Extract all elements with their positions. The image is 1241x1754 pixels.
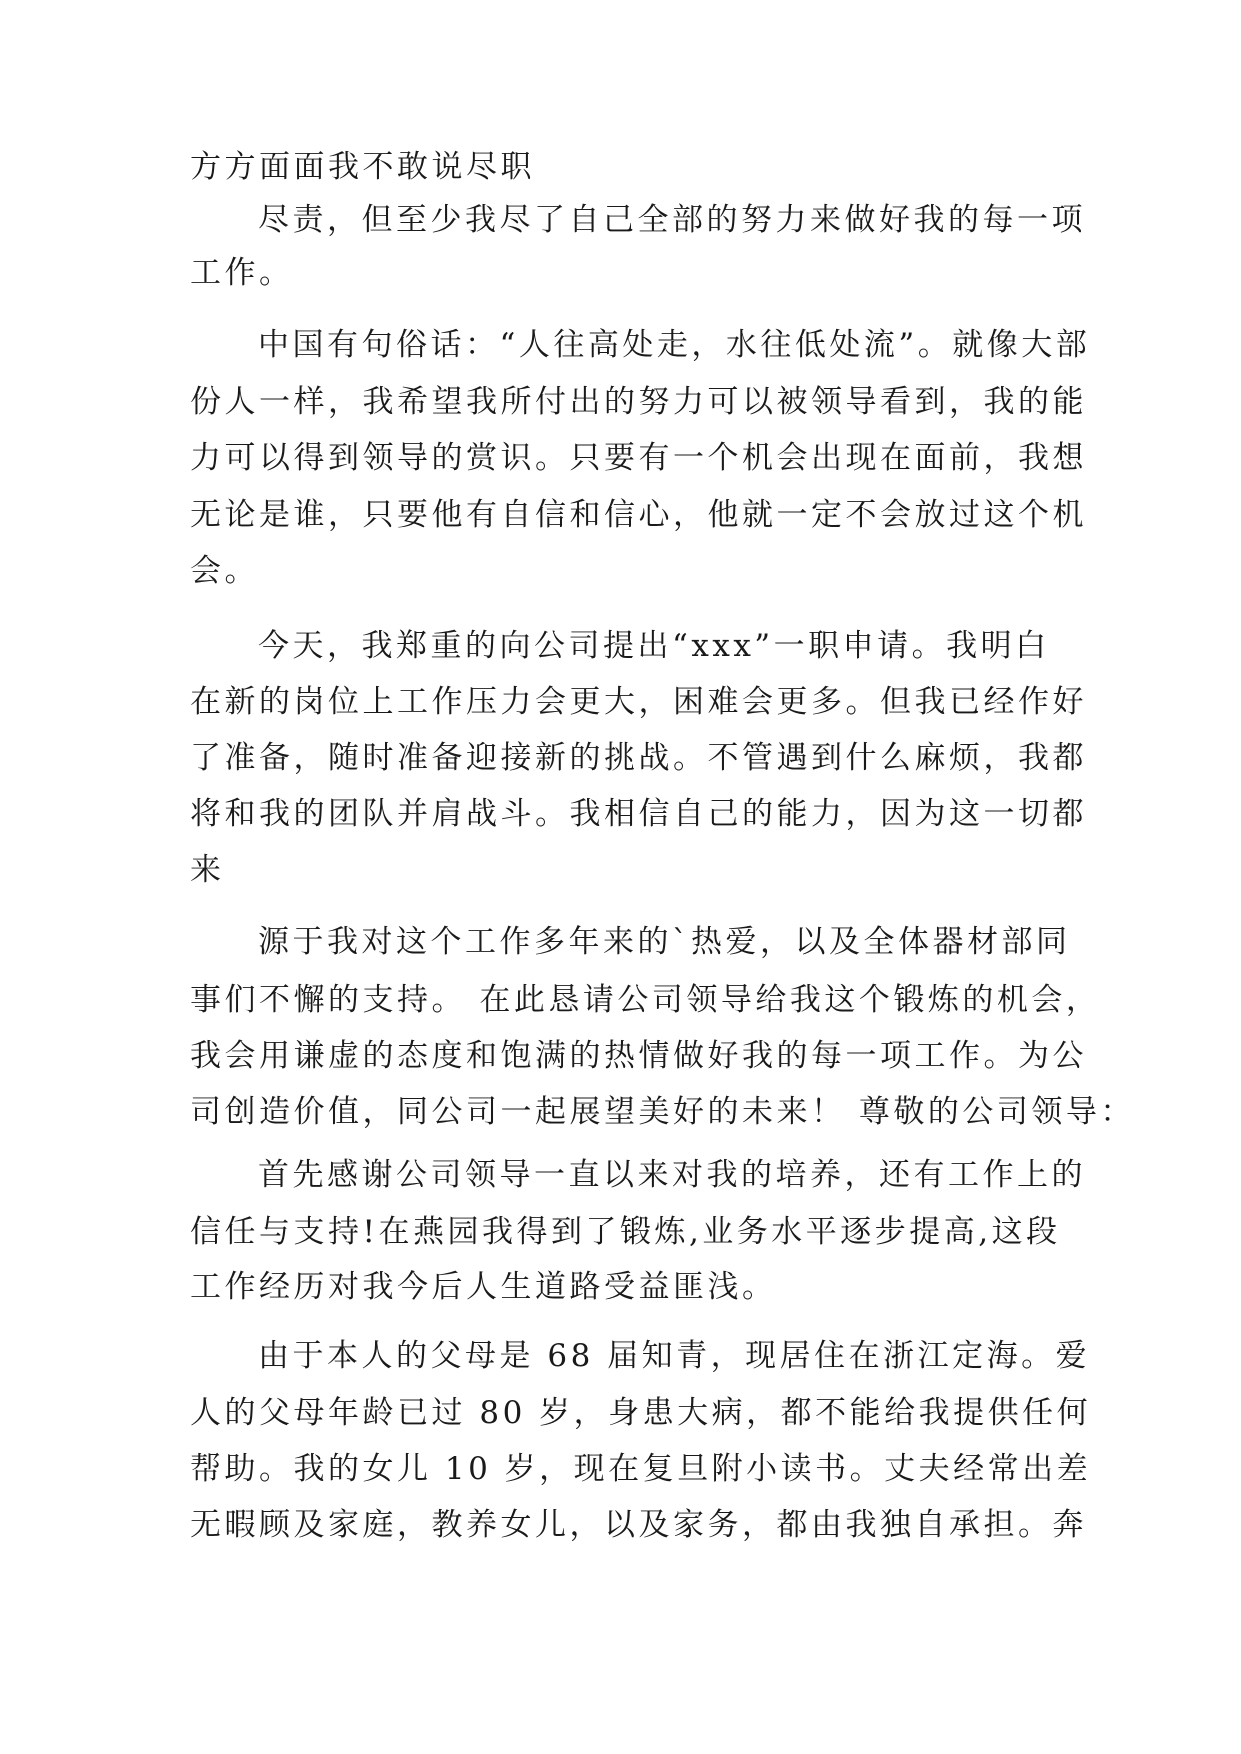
text-line: 力可以得到领导的赏识。只要有一个机会出现在面前，我想 [190, 440, 1087, 476]
text-line: 来 [190, 852, 225, 888]
text-line: 会。 [190, 553, 259, 589]
text-line: 由于本人的父母是 68 届知青，现居住在浙江定海。爱 [258, 1338, 1091, 1374]
text-line: 源于我对这个工作多年来的`热爱，以及全体器材部同 [258, 924, 1071, 960]
text-line: 事们不懈的支持。 在此恳请公司领导给我这个锻炼的机会， [190, 982, 1101, 1018]
text-line: 了准备，随时准备迎接新的挑战。不管遇到什么麻烦，我都 [190, 740, 1087, 776]
text-line: 将和我的团队并肩战斗。我相信自己的能力，因为这一切都 [190, 796, 1087, 832]
text-line: 无暇顾及家庭，教养女儿，以及家务，都由我独自承担。奔 [190, 1507, 1087, 1543]
text-line: 工作经历对我今后人生道路受益匪浅。 [190, 1269, 777, 1305]
text-line: 在新的岗位上工作压力会更大，困难会更多。但我已经作好 [190, 684, 1087, 720]
text-line: 尽责，但至少我尽了自己全部的努力来做好我的每一项 [258, 202, 1086, 238]
text-line: 帮助。我的女儿 10 岁，现在复旦附小读书。丈夫经常出差 [190, 1451, 1092, 1487]
text-line: 方方面面我不敢说尽职 [190, 149, 535, 185]
text-line: 我会用谦虚的态度和饱满的热情做好我的每一项工作。为公 [190, 1038, 1087, 1074]
text-line: 首先感谢公司领导一直以来对我的培养，还有工作上的 [258, 1157, 1086, 1193]
text-line: 人的父母年龄已过 80 岁，身患大病，都不能给我提供任何 [190, 1395, 1092, 1431]
text-line: 司创造价值，同公司一起展望美好的未来！ 尊敬的公司领导： [190, 1094, 1135, 1130]
text-line: 信任与支持!在燕园我得到了锻炼,业务水平逐步提高,这段 [190, 1214, 1061, 1250]
text-line: 今天，我郑重的向公司提出“xxx”一职申请。我明白 [258, 628, 1050, 664]
text-line: 无论是谁，只要他有自信和信心，他就一定不会放过这个机 [190, 497, 1087, 533]
text-line: 中国有句俗话：“人往高处走，水往低处流”。就像大部 [258, 327, 1091, 363]
text-line: 工作。 [190, 255, 294, 291]
text-line: 份人一样，我希望我所付出的努力可以被领导看到，我的能 [190, 384, 1087, 420]
